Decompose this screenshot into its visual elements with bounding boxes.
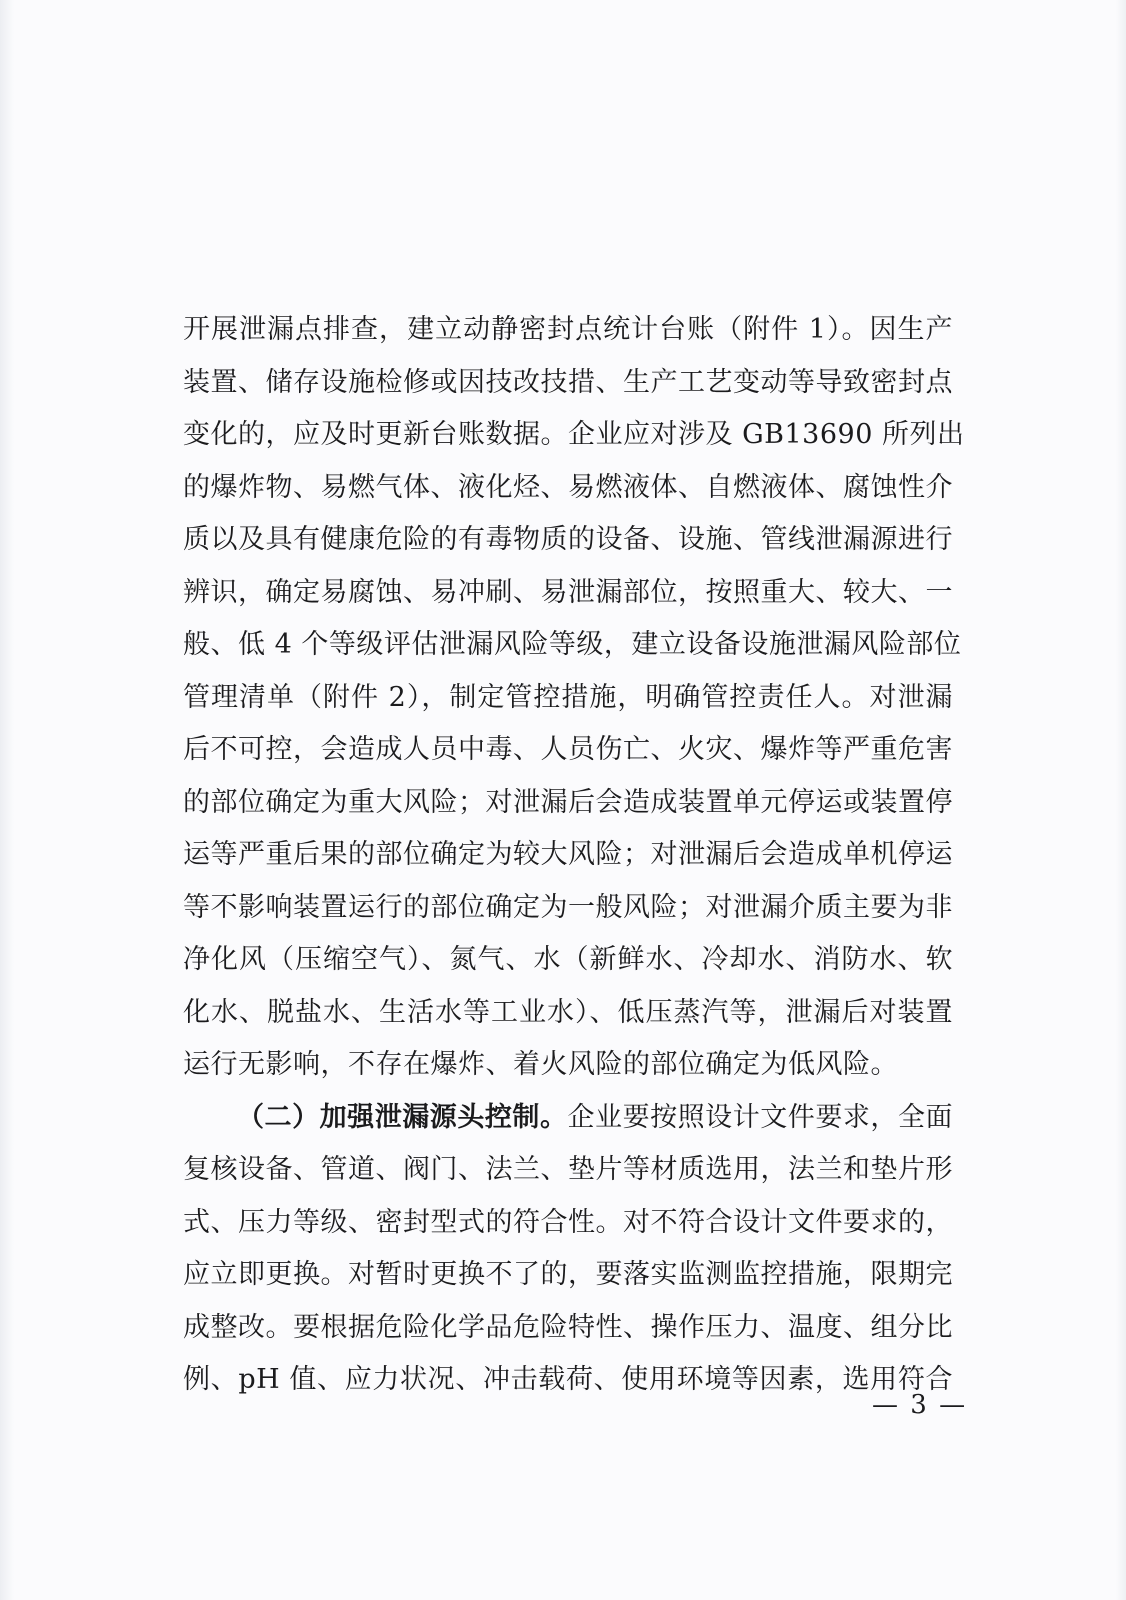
text-line: 的部位确定为重大风险；对泄漏后会造成装置单元停运或装置停 — [183, 786, 953, 818]
text-line: 的爆炸物、易燃气体、液化烃、易燃液体、自燃液体、腐蚀性介 — [183, 471, 953, 503]
paragraph-source-control — [183, 1092, 953, 1407]
text-line: 净化风（压缩空气）、氮气、水（新鲜水、冷却水、消防水、软 — [183, 944, 953, 975]
text-line — [183, 1092, 953, 1145]
document-body — [183, 304, 965, 1407]
text-line: 辨识，确定易腐蚀、易冲刷、易泄漏部位，按照重大、较大、一 — [183, 576, 953, 608]
text-line: 变化的，应及时更新台账数据。企业应对涉及 GB13690 所列出 — [183, 419, 965, 450]
text-line: 般、低 4 个等级评估泄漏风险等级，建立设备设施泄漏风险部位 — [183, 629, 962, 660]
text-line: 开展泄漏点排查，建立动静密封点统计台账（附件 1）。因生产 — [183, 314, 953, 345]
text-line: 复核设备、管道、阀门、法兰、垫片等材质选用，法兰和垫片形 — [183, 1154, 953, 1185]
scan-edge-left — [0, 0, 14, 1600]
page-number: — 3 — — [872, 1390, 968, 1420]
text-line: 等不影响装置运行的部位确定为一般风险；对泄漏介质主要为非 — [183, 891, 953, 923]
text-line: 成整改。要根据危险化学品危险特性、操作压力、温度、组分比 — [183, 1311, 953, 1343]
paragraph-leak-identification — [183, 304, 965, 1092]
text-line: 运行无影响，不存在爆炸、着火风险的部位确定为低风险。 — [183, 1049, 898, 1080]
text-line: 装置、储存设施检修或因技改技措、生产工艺变动等导致密封点 — [183, 366, 953, 398]
text-line: 化水、脱盐水、生活水等工业水）、低压蒸汽等，泄漏后对装置 — [183, 996, 953, 1028]
section-heading-continuation: 企业要按照设计文件要求，全面 — [567, 1101, 954, 1133]
text-line: 质以及具有健康危险的有毒物质的设备、设施、管线泄漏源进行 — [183, 524, 953, 555]
text-line: 运等严重后果的部位确定为较大风险；对泄漏后会造成单机停运 — [183, 839, 953, 870]
text-line: 应立即更换。对暂时更换不了的，要落实监测监控措施，限期完 — [183, 1259, 953, 1290]
text-line: 式、压力等级、密封型式的符合性。对不符合设计文件要求的， — [183, 1206, 953, 1238]
text-line: 例、pH 值、应力状况、冲击载荷、使用环境等因素，选用符合 — [183, 1364, 953, 1395]
scan-edge-right — [1116, 0, 1126, 1600]
text-line: 管理清单（附件 2），制定管控措施，明确管控责任人。对泄漏 — [183, 681, 953, 713]
text-line: 后不可控，会造成人员中毒、人员伤亡、火灾、爆炸等严重危害 — [183, 734, 953, 765]
section-heading: （二）加强泄漏源头控制。 — [237, 1101, 568, 1133]
